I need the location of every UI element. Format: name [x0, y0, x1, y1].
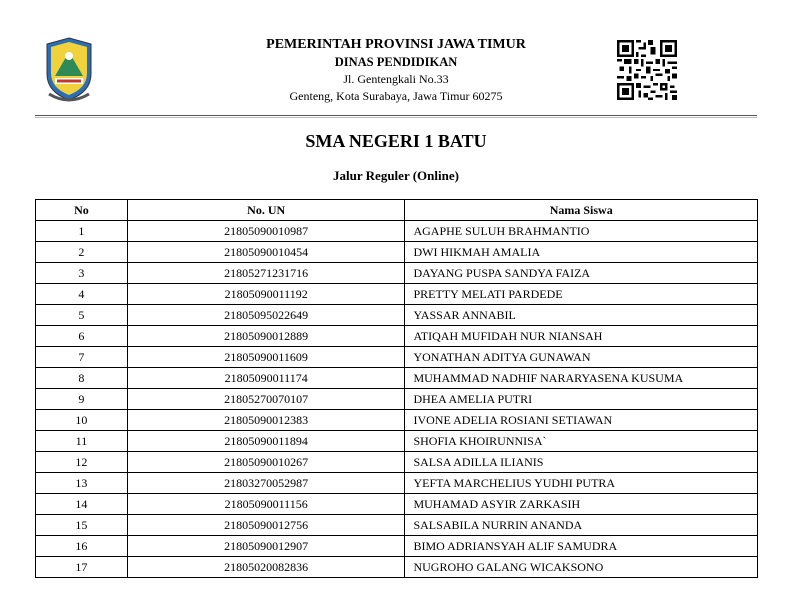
- cell-un: 21805271231716: [127, 263, 405, 284]
- header-divider: [35, 115, 757, 118]
- department-name: DINAS PENDIDIKAN: [334, 55, 458, 69]
- address-line-2: Genteng, Kota Surabaya, Jawa Timur 60275: [289, 89, 503, 103]
- cell-no: 12: [36, 452, 128, 473]
- table-row: [36, 473, 758, 494]
- cell-un: 21805090011609: [127, 347, 405, 368]
- cell-no: 7: [36, 347, 128, 368]
- cell-name: PRETTY MELATI PARDEDE: [405, 284, 758, 305]
- table-row: [36, 494, 758, 515]
- cell-un: 21803270052987: [127, 473, 405, 494]
- cell-name: DHEA AMELIA PUTRI: [405, 389, 758, 410]
- government-name: PEMERINTAH PROVINSI JAWA TIMUR: [266, 37, 526, 52]
- cell-no: 1: [36, 221, 128, 242]
- cell-name: DWI HIKMAH AMALIA: [405, 242, 758, 263]
- cell-name: SHOFIA KHOIRUNNISA`: [405, 431, 758, 452]
- cell-un: 21805090012889: [127, 326, 405, 347]
- table-row: [36, 368, 758, 389]
- cell-no: 11: [36, 431, 128, 452]
- table-header-row: [36, 200, 758, 221]
- cell-un: 21805090011894: [127, 431, 405, 452]
- cell-name: SALSABILA NURRIN ANANDA: [405, 515, 758, 536]
- cell-un: 21805090011192: [127, 284, 405, 305]
- cell-no: 6: [36, 326, 128, 347]
- cell-name: MUHAMMAD NADHIF NARARYASENA KUSUMA: [405, 368, 758, 389]
- cell-un: 21805090010267: [127, 452, 405, 473]
- table-row: [36, 284, 758, 305]
- cell-un: 21805090012907: [127, 536, 405, 557]
- address-line-1: Jl. Gentengkali No.33: [343, 72, 449, 86]
- cell-no: 13: [36, 473, 128, 494]
- cell-name: MUHAMAD ASYIR ZARKASIH: [405, 494, 758, 515]
- cell-name: DAYANG PUSPA SANDYA FAIZA: [405, 263, 758, 284]
- cell-un: 21805090011174: [127, 368, 405, 389]
- table-row: [36, 389, 758, 410]
- table-row: [36, 536, 758, 557]
- cell-name: IVONE ADELIA ROSIANI SETIAWAN: [405, 410, 758, 431]
- school-title: SMA NEGERI 1 BATU: [305, 131, 487, 151]
- table-row: [36, 557, 758, 578]
- cell-no: 10: [36, 410, 128, 431]
- column-header-no: No: [36, 200, 128, 221]
- table-row: [36, 347, 758, 368]
- cell-un: 21805020082836: [127, 557, 405, 578]
- student-table: [35, 199, 758, 578]
- cell-no: 17: [36, 557, 128, 578]
- cell-un: 21805090010987: [127, 221, 405, 242]
- table-row: [36, 326, 758, 347]
- table-row: [36, 221, 758, 242]
- cell-un: 21805270070107: [127, 389, 405, 410]
- letterhead: [200, 36, 592, 105]
- provincial-emblem-icon: [43, 36, 95, 104]
- table-row: [36, 452, 758, 473]
- table-row: [36, 263, 758, 284]
- cell-no: 14: [36, 494, 128, 515]
- cell-un: 21805090010454: [127, 242, 405, 263]
- cell-no: 5: [36, 305, 128, 326]
- table-row: [36, 305, 758, 326]
- cell-name: ATIQAH MUFIDAH NUR NIANSAH: [405, 326, 758, 347]
- cell-no: 3: [36, 263, 128, 284]
- cell-name: YEFTA MARCHELIUS YUDHI PUTRA: [405, 473, 758, 494]
- cell-name: YASSAR ANNABIL: [405, 305, 758, 326]
- cell-no: 2: [36, 242, 128, 263]
- cell-no: 4: [36, 284, 128, 305]
- cell-un: 21805090011156: [127, 494, 405, 515]
- cell-no: 9: [36, 389, 128, 410]
- cell-no: 16: [36, 536, 128, 557]
- cell-no: 15: [36, 515, 128, 536]
- table-row: [36, 515, 758, 536]
- cell-no: 8: [36, 368, 128, 389]
- cell-name: BIMO ADRIANSYAH ALIF SAMUDRA: [405, 536, 758, 557]
- column-header-name: Nama Siswa: [405, 200, 758, 221]
- cell-un: 21805090012383: [127, 410, 405, 431]
- cell-un: 21805095022649: [127, 305, 405, 326]
- table-row: [36, 431, 758, 452]
- column-header-un: No. UN: [127, 200, 405, 221]
- admission-route-subtitle: Jalur Reguler (Online): [333, 168, 459, 183]
- cell-un: 21805090012756: [127, 515, 405, 536]
- cell-name: AGAPHE SULUH BRAHMANTIO: [405, 221, 758, 242]
- cell-name: SALSA ADILLA ILIANIS: [405, 452, 758, 473]
- qr-code-icon: [617, 40, 677, 100]
- table-row: [36, 410, 758, 431]
- table-row: [36, 242, 758, 263]
- cell-name: NUGROHO GALANG WICAKSONO: [405, 557, 758, 578]
- cell-name: YONATHAN ADITYA GUNAWAN: [405, 347, 758, 368]
